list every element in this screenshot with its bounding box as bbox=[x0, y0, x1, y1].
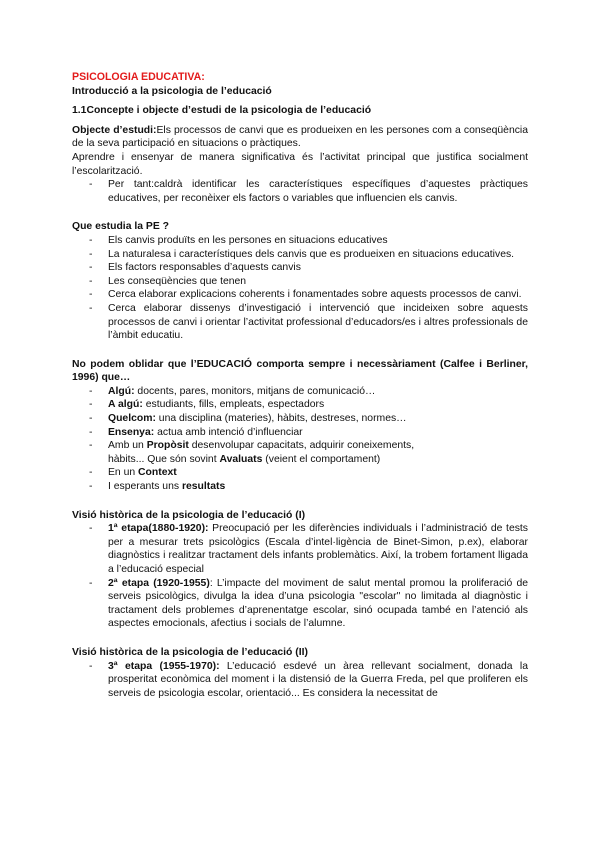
section3-list bbox=[72, 385, 528, 494]
bullet-dash: - bbox=[89, 426, 93, 438]
section5-heading: Visió històrica de la psicologia de l’educació (II) bbox=[72, 646, 308, 658]
section1-heading: 1.1Concepte i objecte d’estudi de la psicologia de l’educació bbox=[72, 105, 372, 117]
list-item bbox=[72, 439, 528, 466]
list-item bbox=[72, 398, 528, 412]
bullet-dash: - bbox=[89, 275, 93, 287]
list-item bbox=[72, 412, 528, 426]
objecte-label: Objecte d’estudi: bbox=[72, 124, 157, 136]
list-item bbox=[72, 302, 528, 343]
section3-heading: No podem oblidar que l’EDUCACIÓ comporta sempre i necessàriament (Calfee i Berliner, 1996) que… bbox=[72, 358, 528, 384]
bullet-dash: - bbox=[89, 302, 93, 314]
item-text: En un bbox=[108, 467, 139, 479]
item-label: 1ª etapa(1880-1920): bbox=[108, 523, 209, 535]
item-text: Preocupació per les diferències individuals i l’administració de tests per a mesurar trets psicològics (Escala d’intel·ligència de Binet-Simon, p.ex), elaborar diagnòstics i realitzar tractament dels infants problemàtics. Així, la trobem fortament lligada a l’educació especial bbox=[108, 523, 528, 575]
item-text: actua amb intenció d’influenciar bbox=[154, 426, 303, 438]
list-item bbox=[72, 275, 528, 289]
bullet-dash: - bbox=[89, 523, 93, 535]
section1-list bbox=[72, 178, 528, 205]
item-label: Propòsit bbox=[146, 440, 189, 452]
item-text: hàbits... Que són sovint bbox=[108, 453, 220, 465]
item-text: una disciplina (materies), hàbits, destreses, normes… bbox=[155, 413, 407, 425]
list-item-text: La naturalesa i característiques dels canvis que es produeixen en situacions educatives. bbox=[108, 248, 515, 260]
item-text: (veient el comportament) bbox=[262, 453, 381, 465]
bullet-dash: - bbox=[89, 248, 93, 260]
item-label: Ensenya: bbox=[108, 426, 155, 438]
list-item bbox=[72, 385, 528, 399]
list-item bbox=[72, 466, 528, 480]
item-text: I esperants uns bbox=[108, 481, 182, 493]
document-title: PSICOLOGIA EDUCATIVA: bbox=[72, 71, 205, 83]
bullet-dash: - bbox=[89, 413, 93, 425]
bullet-dash: - bbox=[89, 440, 93, 452]
item-text: Amb un bbox=[108, 440, 147, 452]
section4-heading: Visió històrica de la psicologia de l’educació (I) bbox=[72, 509, 306, 521]
list-item bbox=[72, 426, 528, 440]
escolaritzacio-paragraph: Aprendre i ensenyar de manera significativa és l’activitat principal que justifica socialment l’escolarització. bbox=[72, 151, 528, 177]
item-label: 3ª etapa (1955-1970): bbox=[108, 660, 220, 672]
list-item bbox=[72, 178, 528, 205]
item-text: estudiants, fills, empleats, espectadors bbox=[142, 399, 325, 411]
list-item-text: Cerca elaborar explicacions coherents i fonamentades sobre aquests processos de canvi. bbox=[108, 289, 522, 301]
bullet-dash: - bbox=[89, 289, 93, 301]
list-item bbox=[72, 522, 528, 576]
objecte-paragraph bbox=[72, 124, 528, 151]
item-label: A algú: bbox=[108, 399, 143, 411]
list-item bbox=[72, 577, 528, 631]
list-item bbox=[72, 248, 528, 262]
item-label: resultats bbox=[181, 481, 226, 493]
bullet-dash: - bbox=[89, 577, 93, 589]
item-text: L’educació esdevé un àrea rellevant socialment, donada la prosperitat econòmica del moment i la distensió de la Guerra Freda, pel que proliferen els serveis de psicologia escolar, orientació... Es considera la necessitat de bbox=[108, 660, 528, 699]
list-item-text: Les conseqüències que tenen bbox=[108, 275, 247, 287]
list-item bbox=[72, 480, 528, 494]
bullet-dash: - bbox=[89, 385, 93, 397]
list-item bbox=[72, 288, 528, 302]
list-item bbox=[72, 234, 528, 248]
section2-heading: Que estudia la PE ? bbox=[72, 221, 170, 233]
document-subtitle: Introducció a la psicologia de l’educació bbox=[72, 85, 272, 97]
section2-list bbox=[72, 234, 528, 343]
item-text: docents, pares, monitors, mitjans de comunicació… bbox=[134, 385, 376, 397]
item-label: Quelcom: bbox=[108, 413, 156, 425]
bullet-dash: - bbox=[89, 234, 93, 246]
list-item-text: Els factors responsables d’aquests canvis bbox=[108, 262, 301, 274]
list-item bbox=[72, 660, 528, 701]
objecte-text: Els processos de canvi que es produeixen en les persones com a conseqüència de la seva participació en situacions o pràctiques. bbox=[72, 124, 528, 150]
item-label: 2ª etapa (1920-1955) bbox=[108, 577, 210, 589]
bullet-dash: - bbox=[89, 660, 93, 672]
item-text: desenvolupar capacitats, adquirir coneixements, bbox=[188, 440, 415, 452]
list-item-text: Cerca elaborar dissenys d’investigació i intervenció que incideixen sobre aquests processos de canvi i orientar l’activitat professional d’educadors/es i altres professionals de l’àmbit educatiu. bbox=[108, 302, 528, 342]
item-label: Context bbox=[138, 467, 177, 479]
bullet-dash: - bbox=[89, 262, 93, 274]
item-label: Algú: bbox=[108, 385, 135, 397]
list-item-text: Els canvis produïts en les persones en situacions educatives bbox=[108, 234, 388, 246]
section4-list bbox=[72, 522, 528, 631]
item-text: : L’impacte del moviment de salut mental promou la proliferació de serveis psicològics, divulga la idea d’una psicologia "escolar" no limitada al diagnòstic i tractament dels problemes d’aprenentatge escolar, sinó ocupada també en l’atenció als aspectes emocionals, afectius i socials de l’alumne. bbox=[108, 577, 529, 630]
bullet-dash: - bbox=[89, 179, 93, 191]
section5-list bbox=[72, 660, 528, 701]
document-content bbox=[72, 71, 528, 700]
list-item bbox=[72, 261, 528, 275]
list-item-text: Per tant:caldrà identificar les característiques específiques d’aquestes pràctiques educatives, per reconèixer els factors o variables que influencien els canvis. bbox=[108, 179, 528, 204]
bullet-dash: - bbox=[89, 467, 93, 479]
item-label: Avaluats bbox=[219, 453, 263, 465]
bullet-dash: - bbox=[89, 399, 93, 411]
bullet-dash: - bbox=[89, 481, 93, 493]
